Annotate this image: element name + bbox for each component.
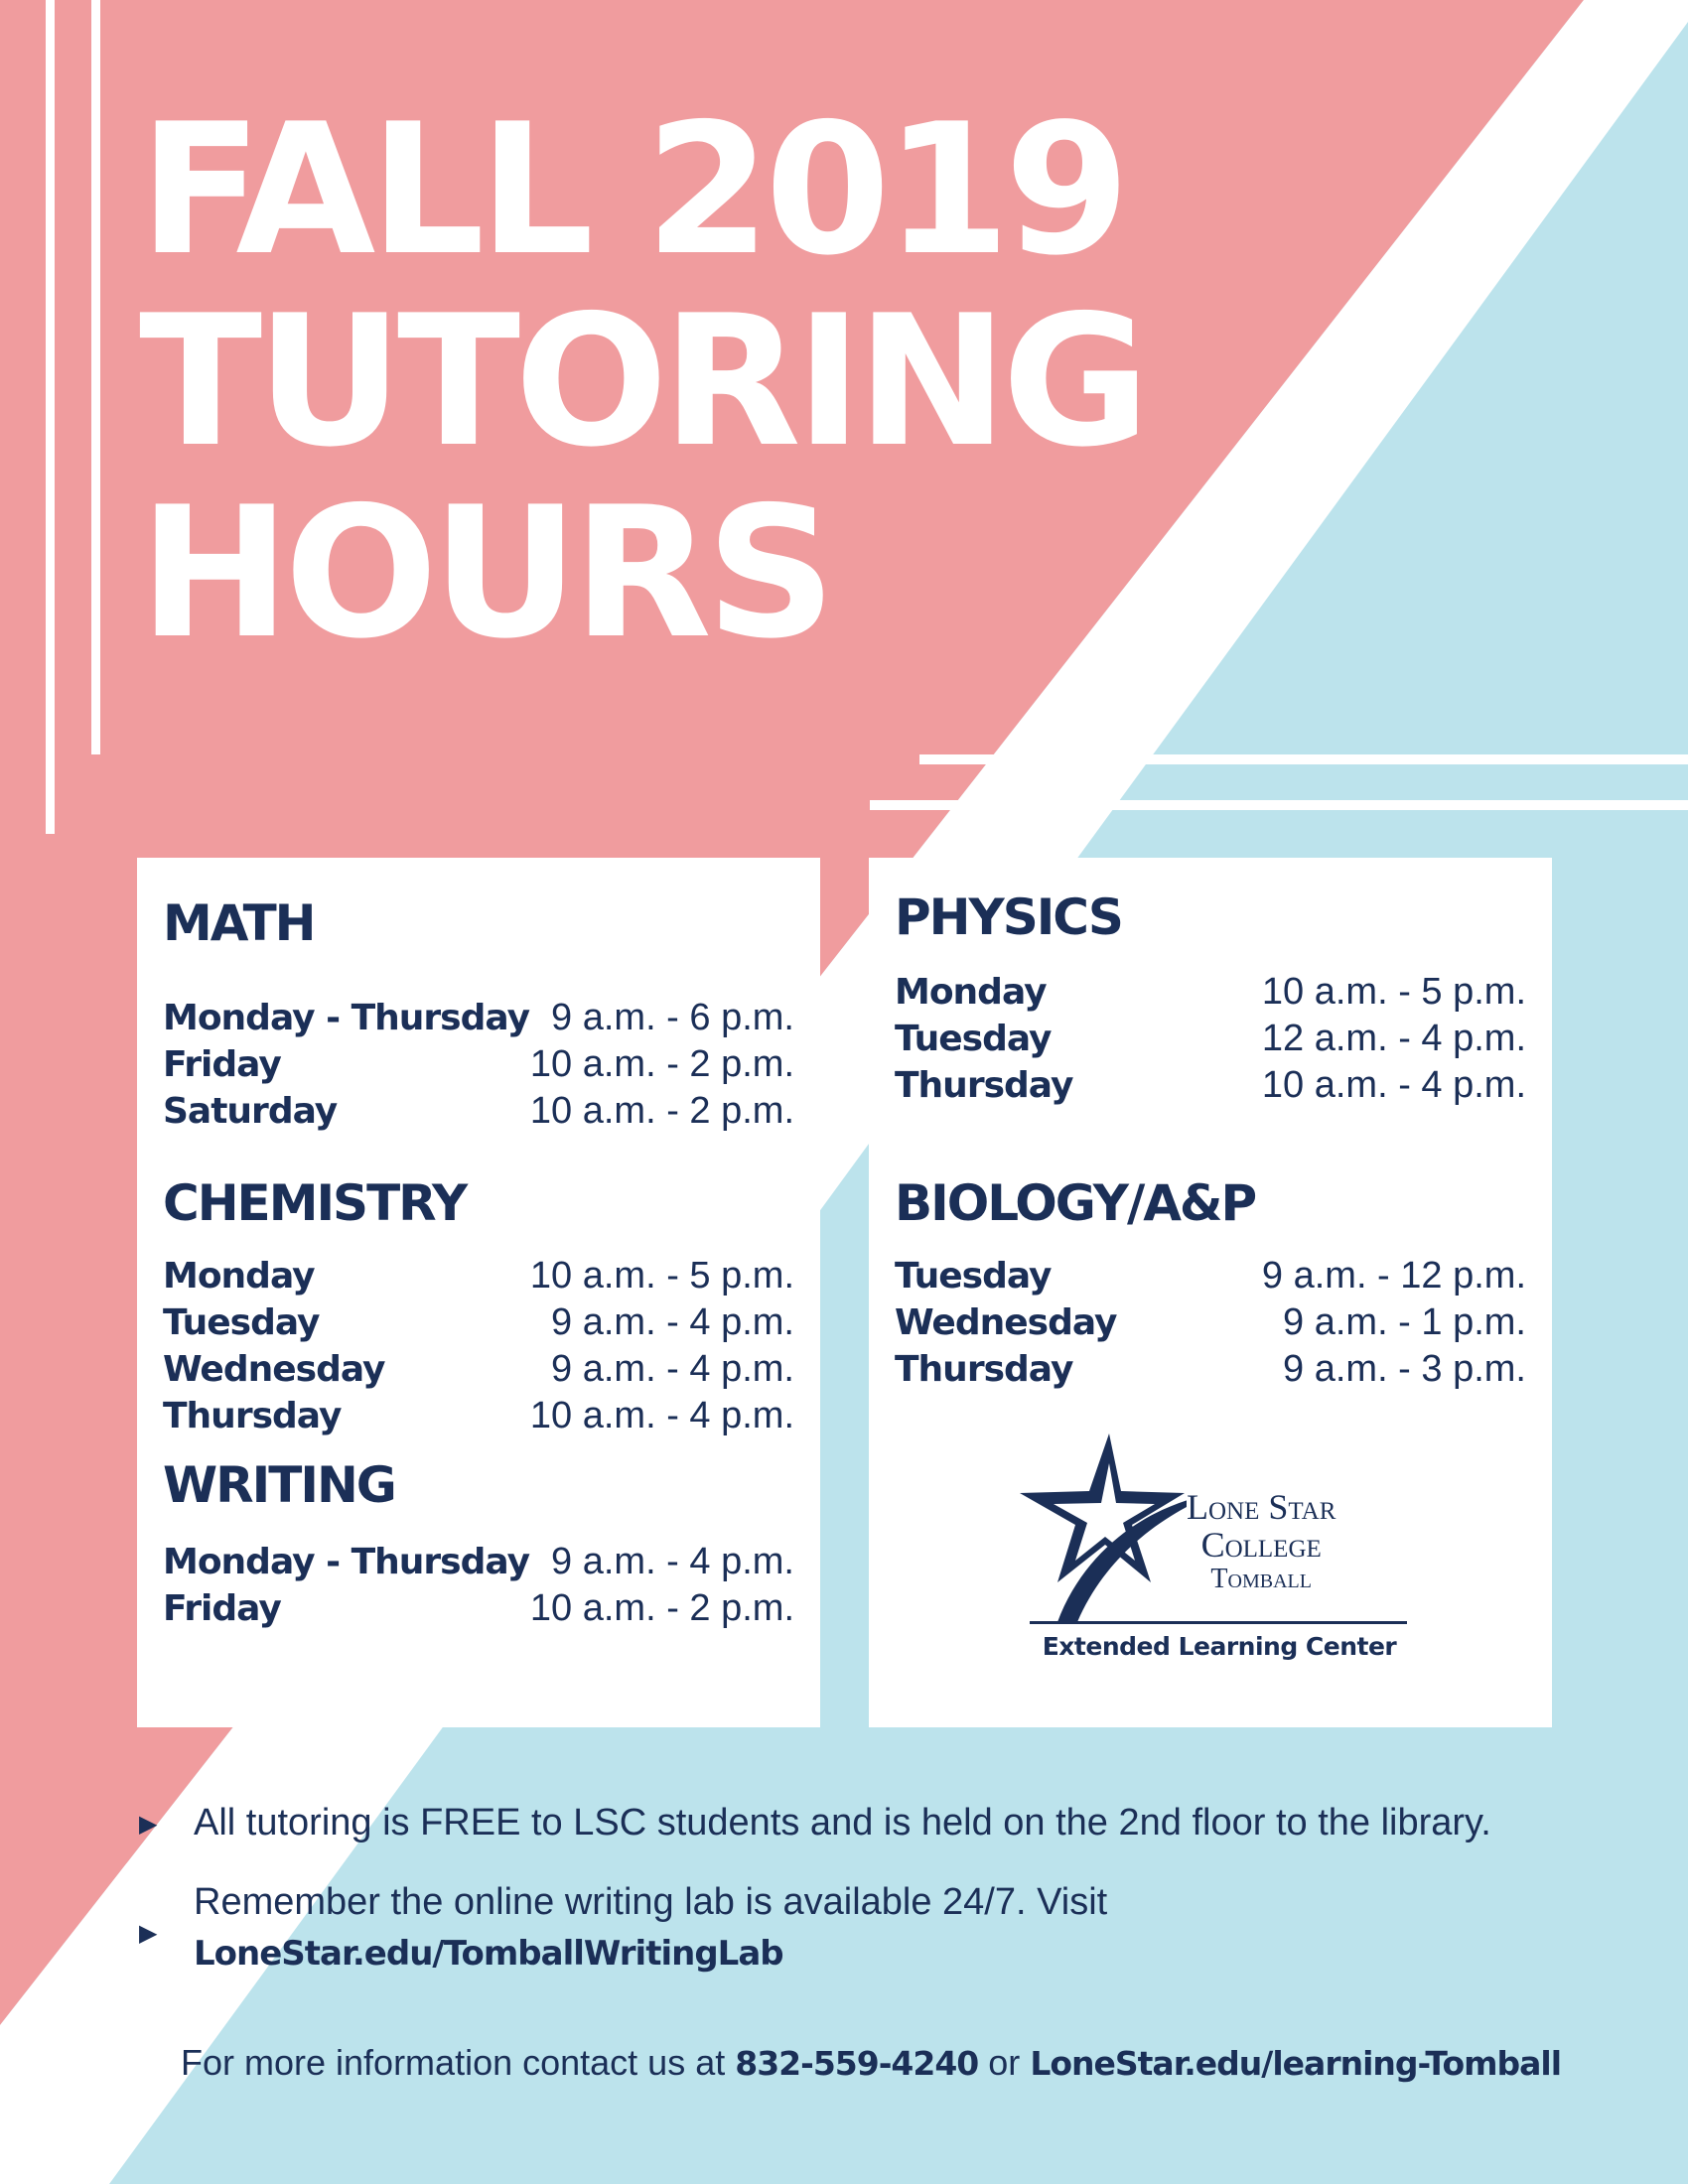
physics-heading: PHYSICS <box>895 888 1122 946</box>
schedule-card-left <box>137 858 820 1727</box>
physics-row <box>895 1062 1526 1109</box>
day-label: Friday <box>163 1044 281 1085</box>
chemistry-heading: CHEMISTRY <box>163 1174 467 1232</box>
horizontal-line-lower <box>870 800 1688 810</box>
biology-heading: BIOLOGY/A&P <box>895 1174 1256 1232</box>
lone-star-college-logo <box>1018 1433 1435 1672</box>
chemistry-row <box>163 1346 794 1393</box>
triangle-right-icon: ▶ <box>139 1811 158 1838</box>
day-label: Wednesday <box>163 1349 385 1390</box>
time-range: 9 a.m. - 3 p.m. <box>1283 1348 1526 1390</box>
day-label: Tuesday <box>163 1302 320 1343</box>
writing-row <box>163 1585 794 1632</box>
physics-schedule <box>895 969 1526 1109</box>
note-writing-lab-text: Remember the online writing lab is available 24/7. Visit <box>194 1881 1108 1923</box>
schedule-card-right <box>869 858 1552 1727</box>
contact-or: or <box>988 2042 1021 2083</box>
day-label: Monday - Thursday <box>163 998 530 1038</box>
logo-subtitle: Extended Learning Center <box>1042 1632 1397 1661</box>
biology-schedule <box>895 1253 1526 1393</box>
triangle-right-icon: ▶ <box>139 1920 158 1947</box>
time-range: 9 a.m. - 6 p.m. <box>551 997 794 1038</box>
logo-divider <box>1030 1621 1407 1624</box>
math-row <box>163 995 794 1041</box>
writing-row <box>163 1539 794 1585</box>
horizontal-line-upper <box>919 754 1688 764</box>
writing-lab-link[interactable]: LoneStar.edu/TomballWritingLab <box>194 1934 783 1974</box>
time-range: 10 a.m. - 2 p.m. <box>529 1043 794 1085</box>
day-label: Monday <box>163 1256 315 1297</box>
vertical-line-outer <box>46 0 55 834</box>
contact-phone[interactable]: 832-559-4240 <box>735 2044 979 2083</box>
day-label: Friday <box>163 1588 281 1629</box>
title-line-3: HOURS <box>139 468 831 678</box>
note-text: All tutoring is FREE to LSC students and is held on the 2nd floor to the library. <box>194 1802 1491 1843</box>
chemistry-schedule <box>163 1253 794 1439</box>
physics-row <box>895 1016 1526 1062</box>
writing-schedule <box>163 1539 794 1632</box>
logo-line-3: Tomball <box>1210 1564 1312 1594</box>
day-label: Wednesday <box>895 1302 1117 1343</box>
time-range: 9 a.m. - 12 p.m. <box>1261 1255 1526 1297</box>
title-line-1: FALL 2019 <box>139 84 1125 295</box>
chemistry-row <box>163 1253 794 1299</box>
time-range: 10 a.m. - 5 p.m. <box>1261 971 1526 1013</box>
star-swoosh-icon <box>1018 1433 1187 1622</box>
time-range: 9 a.m. - 1 p.m. <box>1283 1301 1526 1343</box>
physics-row <box>895 969 1526 1016</box>
day-label: Saturday <box>163 1091 338 1132</box>
chemistry-row <box>163 1299 794 1346</box>
day-label: Tuesday <box>895 1019 1052 1059</box>
day-label: Monday <box>895 972 1047 1013</box>
contact-url-link[interactable]: LoneStar.edu/learning-Tomball <box>1030 2044 1562 2083</box>
logo-line-2: College <box>1200 1525 1322 1565</box>
day-label: Thursday <box>163 1396 342 1436</box>
day-label: Monday - Thursday <box>163 1542 530 1582</box>
chemistry-row <box>163 1393 794 1439</box>
day-label: Tuesday <box>895 1256 1052 1297</box>
time-range: 12 a.m. - 4 p.m. <box>1261 1018 1526 1059</box>
time-range: 9 a.m. - 4 p.m. <box>551 1541 794 1582</box>
time-range: 10 a.m. - 2 p.m. <box>529 1587 794 1629</box>
time-range: 9 a.m. - 4 p.m. <box>551 1301 794 1343</box>
day-label: Thursday <box>895 1065 1073 1106</box>
writing-heading: WRITING <box>163 1456 395 1514</box>
contact-line <box>181 2042 1561 2084</box>
logo-wordmark <box>1187 1488 1336 1595</box>
biology-row <box>895 1299 1526 1346</box>
math-row <box>163 1041 794 1088</box>
time-range: 10 a.m. - 2 p.m. <box>529 1090 794 1132</box>
logo-line-1: Lone Star <box>1187 1487 1336 1527</box>
day-label: Thursday <box>895 1349 1073 1390</box>
biology-row <box>895 1253 1526 1299</box>
math-heading: MATH <box>163 894 315 952</box>
time-range: 9 a.m. - 4 p.m. <box>551 1348 794 1390</box>
time-range: 10 a.m. - 5 p.m. <box>529 1255 794 1297</box>
contact-prefix: For more information contact us at <box>181 2042 726 2083</box>
math-row <box>163 1088 794 1135</box>
math-schedule <box>163 995 794 1135</box>
vertical-line-inner <box>91 0 100 754</box>
title-line-2: TUTORING <box>139 276 1145 486</box>
page-title <box>139 84 1145 678</box>
biology-row <box>895 1346 1526 1393</box>
time-range: 10 a.m. - 4 p.m. <box>529 1395 794 1436</box>
note-text <box>194 1876 1107 1979</box>
time-range: 10 a.m. - 4 p.m. <box>1261 1064 1526 1106</box>
